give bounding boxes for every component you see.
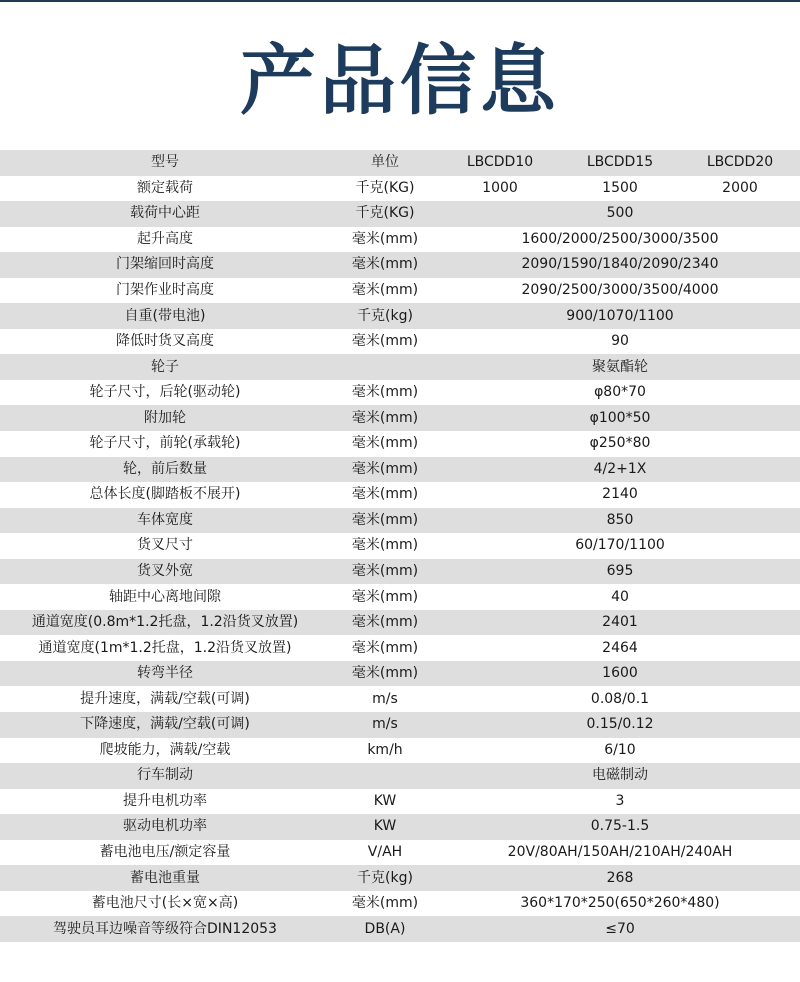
spec-value: φ100*50 — [589, 409, 651, 426]
spec-unit: 毫米(mm) — [351, 665, 419, 682]
table-row — [0, 661, 800, 687]
table-row — [0, 814, 800, 840]
spec-name: 爬坡能力，满载/空载 — [99, 741, 231, 758]
spec-name: 起升高度 — [137, 230, 193, 247]
spec-unit: m/s — [372, 690, 398, 707]
spec-name: 载荷中心距 — [130, 205, 200, 222]
spec-name: 转弯半径 — [137, 665, 193, 682]
model-name: LBCDD20 — [706, 154, 774, 171]
spec-name: 额定载荷 — [137, 179, 193, 196]
table-row — [0, 559, 800, 585]
spec-name: 降低时货叉高度 — [116, 333, 214, 350]
spec-unit: KW — [373, 818, 397, 835]
spec-unit: 千克(kg) — [357, 307, 413, 324]
spec-value: 1600 — [602, 665, 638, 682]
spec-value: 0.15/0.12 — [586, 716, 654, 733]
top-border — [0, 0, 800, 2]
spec-value: 20V/80AH/150AH/210AH/240AH — [507, 844, 733, 861]
spec-unit: 毫米(mm) — [351, 333, 419, 350]
spec-value: 2000 — [722, 179, 758, 196]
table-row — [0, 278, 800, 304]
spec-value: 电磁制动 — [592, 767, 648, 784]
table-row — [0, 201, 800, 227]
spec-value: φ80*70 — [594, 384, 646, 401]
spec-value: 695 — [606, 563, 634, 580]
spec-value: 268 — [606, 869, 634, 886]
spec-name: 提升电机功率 — [123, 792, 207, 809]
table-row — [0, 584, 800, 610]
spec-value: ≤70 — [605, 920, 635, 937]
spec-unit: 毫米(mm) — [351, 409, 419, 426]
table-row — [0, 252, 800, 278]
spec-name: 门架作业时高度 — [116, 282, 214, 298]
spec-unit: 千克(kg) — [357, 869, 413, 886]
table-row — [0, 457, 800, 483]
spec-values — [440, 176, 800, 201]
model-name: LBCDD10 — [466, 154, 534, 171]
spec-table — [0, 150, 800, 942]
spec-name: 总体长度(脚踏板不展开) — [89, 486, 241, 503]
table-row — [0, 891, 800, 917]
header-unit: 单位 — [371, 154, 399, 171]
spec-name: 行车制动 — [137, 767, 193, 784]
spec-unit: KW — [373, 792, 397, 809]
table-row — [0, 176, 800, 202]
table-row — [0, 610, 800, 636]
table-row — [0, 916, 800, 942]
table-row — [0, 738, 800, 764]
table-row — [0, 763, 800, 789]
table-row — [0, 635, 800, 661]
header-name: 型号 — [151, 154, 179, 171]
spec-name: 下降速度，满载/空载(可调) — [80, 716, 250, 733]
spec-value: 40 — [611, 588, 629, 605]
spec-value: 聚氨酯轮 — [592, 358, 648, 375]
spec-unit: 毫米(mm) — [351, 563, 419, 580]
spec-value: 900/1070/1100 — [566, 307, 674, 324]
table-row — [0, 840, 800, 866]
spec-unit: 毫米(mm) — [351, 282, 419, 298]
table-row — [0, 380, 800, 406]
spec-value: 2140 — [602, 486, 638, 503]
spec-name: 货叉外宽 — [137, 563, 193, 580]
spec-value: 90 — [611, 333, 629, 350]
spec-unit: 毫米(mm) — [351, 895, 419, 912]
spec-value: 1000 — [482, 179, 518, 196]
spec-name: 轮子 — [151, 358, 179, 375]
table-row — [0, 227, 800, 253]
table-row — [0, 865, 800, 891]
spec-name: 自重(带电池) — [124, 307, 206, 324]
spec-name: 货叉尺寸 — [137, 537, 193, 554]
table-row — [0, 354, 800, 380]
spec-unit: 毫米(mm) — [351, 537, 419, 554]
spec-name: 驾驶员耳边噪音等级符合DIN12053 — [53, 920, 277, 937]
spec-value: 0.08/0.1 — [590, 690, 650, 707]
spec-value: φ250*80 — [589, 435, 651, 452]
spec-name: 蓄电池尺寸(长×宽×高) — [91, 895, 239, 912]
spec-value: 2464 — [602, 639, 638, 656]
spec-value: 3 — [615, 792, 625, 809]
spec-name: 附加轮 — [144, 409, 186, 426]
spec-value: 2401 — [602, 614, 638, 631]
table-row — [0, 329, 800, 355]
table-header-row — [0, 150, 800, 176]
spec-value: 0.75-1.5 — [590, 818, 650, 835]
spec-name: 蓄电池电压/额定容量 — [99, 844, 231, 861]
spec-value: 850 — [606, 511, 634, 528]
spec-value: 1600/2000/2500/3000/3500 — [521, 230, 719, 247]
header-models — [440, 150, 800, 175]
spec-unit: 毫米(mm) — [351, 435, 419, 452]
spec-unit: 毫米(mm) — [351, 230, 419, 247]
spec-name: 轮子尺寸，前轮(承载轮) — [89, 435, 241, 452]
spec-name: 轮，前后数量 — [123, 460, 207, 477]
spec-value: 4/2+1X — [593, 460, 647, 477]
spec-unit: 千克(KG) — [355, 179, 415, 196]
spec-unit: km/h — [367, 741, 403, 758]
spec-name: 门架缩回时高度 — [116, 256, 214, 273]
spec-name: 通道宽度(1m*1.2托盘，1.2沿货叉放置) — [38, 639, 292, 656]
table-row — [0, 712, 800, 738]
table-row — [0, 508, 800, 534]
spec-unit: 毫米(mm) — [351, 256, 419, 273]
spec-unit: DB(A) — [364, 920, 406, 937]
table-row — [0, 482, 800, 508]
spec-unit: 千克(KG) — [355, 205, 415, 222]
spec-value: 2090/1590/1840/2090/2340 — [521, 256, 719, 273]
model-name: LBCDD15 — [586, 154, 654, 171]
spec-value: 1500 — [602, 179, 638, 196]
table-row — [0, 533, 800, 559]
page-title: 产品信息 — [240, 36, 560, 125]
table-row — [0, 431, 800, 457]
spec-unit: 毫米(mm) — [351, 639, 419, 656]
spec-unit: m/s — [372, 716, 398, 733]
spec-value: 2090/2500/3000/3500/4000 — [521, 282, 719, 298]
spec-name: 轮子尺寸，后轮(驱动轮) — [89, 384, 241, 401]
spec-name: 轴距中心离地间隙 — [109, 588, 221, 605]
spec-unit: 毫米(mm) — [351, 511, 419, 528]
table-row — [0, 405, 800, 431]
table-row — [0, 686, 800, 712]
spec-unit: 毫米(mm) — [351, 614, 419, 631]
spec-value: 6/10 — [604, 741, 636, 758]
spec-unit: 毫米(mm) — [351, 588, 419, 605]
spec-name: 蓄电池重量 — [130, 869, 200, 886]
spec-name: 提升速度，满载/空载(可调) — [80, 690, 250, 707]
spec-name: 车体宽度 — [137, 511, 193, 528]
spec-unit: V/AH — [367, 844, 403, 861]
spec-unit: 毫米(mm) — [351, 460, 419, 477]
table-row — [0, 303, 800, 329]
spec-name: 驱动电机功率 — [123, 818, 207, 835]
spec-value: 500 — [606, 205, 634, 222]
spec-value: 60/170/1100 — [575, 537, 665, 554]
spec-unit: 毫米(mm) — [351, 384, 419, 401]
spec-unit: 毫米(mm) — [351, 486, 419, 503]
table-row — [0, 789, 800, 815]
spec-name: 通道宽度(0.8m*1.2托盘，1.2沿货叉放置) — [31, 614, 299, 631]
spec-value: 360*170*250(650*260*480) — [520, 895, 720, 912]
